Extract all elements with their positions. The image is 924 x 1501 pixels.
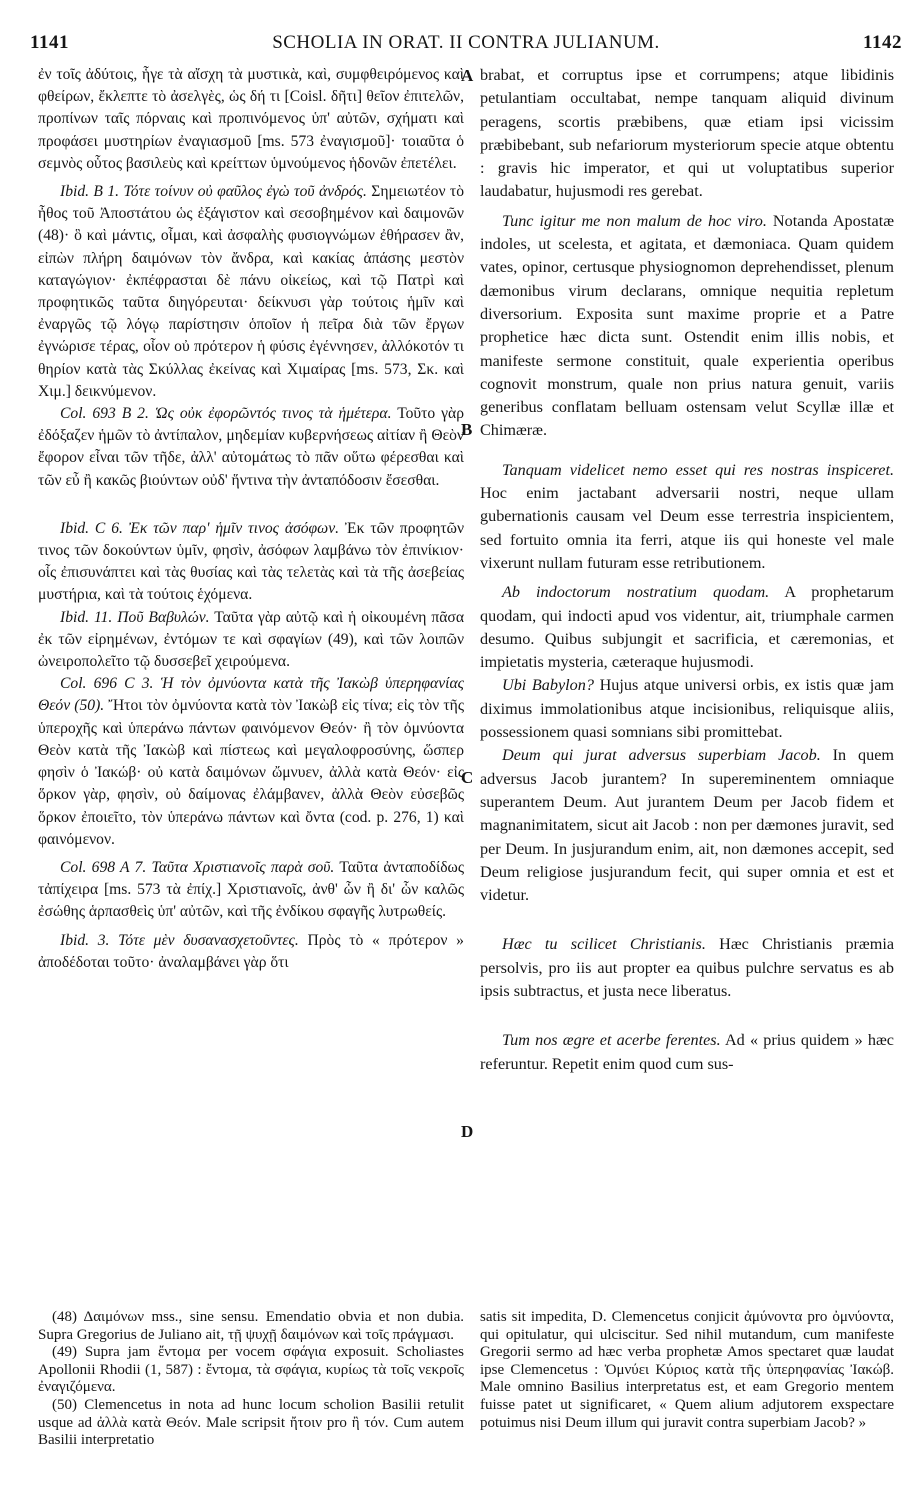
margin-letter-b: B <box>461 420 473 439</box>
translation-paragraph <box>480 744 894 907</box>
margin-letter-a: A <box>461 66 474 85</box>
scholion-lemma: Col. 693 B 2. Ὡς οὐκ ἐφορῶντός τινος τὰ ἡμέτερα. <box>60 405 392 423</box>
footnote: (49) Supra jam ἔντομα per vocem σφάγια exposuit. Scholiastes Apollonii Rhodii (1, 587) : ἔντομα, τὰ σφάγια, κυρίως τὰ τοῖς νεκροῖς ἐναγιζόμενα. <box>38 1344 464 1396</box>
translation-lemma: Ab indoctorum nostratium quodam. <box>502 583 770 602</box>
scholion-lemma: Ibid. 11. Ποῦ Βαβυλών. <box>60 608 210 626</box>
scholion-lemma: Col. 696 C 3. Ἡ τὸν ὀμνύοντα κατὰ τῆς Ἰακὼβ ὑπερηφανίας Θεόν (50). <box>38 675 464 715</box>
translation-text: Hoc enim jactabant adversarii nostri, neque ullam gubernationis causam vel Deum esse terrestria inspicientem, sed fortuito omnia ita ferri, atque iis qui honeste vel male vixerunt nullam futuram esse retributionem. <box>480 484 894 572</box>
footnotes-right <box>480 1309 894 1432</box>
translation-lemma: Tum nos ægre et acerbe ferentes. <box>502 1031 721 1050</box>
translation-text: brabat, et corruptus ipse et corrumpens; atque libidinis petulantiam occultabat, nempe tanquam aliquid divinum peragens, scortis præbibens, quæ etiam ipsi vicissim præbibebant, sub nefariorum mysteriorum specie atque obtentu : gravis hic imperator, et qui ut voluptatibus superior laudabatur, hujusmodi res gerebat. <box>480 66 894 201</box>
scholion-text: Πρὸς τὸ « πρότερον » ἀποδέδοται τοῦτο· ἀναλαμβάνει γὰρ ὅτι <box>38 931 464 971</box>
translation-paragraph <box>480 1029 894 1076</box>
running-title: SCHOLIA IN ORAT. II CONTRA JULIANUM. <box>272 32 660 53</box>
translation-paragraph <box>480 459 894 575</box>
translation-text: In quem adversus Jacob jurantem? In supereminentem omniaque superantem Deum. Aut jurantem Deum per Jacob fidem et magnanimitatem, sicut ait Jacob : non per dæmones juravit, sed per Deum. In jusjurandum enim, ait, non dæmones accepit, sed Deum religiose jusjurandum fecit, qui super omnia et est et videtur. <box>480 746 894 905</box>
scholion-lemma: Ibid. B 1. Τότε τοίνυν οὐ φαῦλος ἐγὼ τοῦ ἀνδρός. <box>60 183 367 201</box>
translation-text: Hujus atque universi orbis, ex istis quæ jam diximus immolationibus atque incisionibus, reliquisque aliis, possessionem quasi somnians sibi promittebat. <box>480 676 894 742</box>
scholion-text: Ταῦτα γὰρ αὐτῷ καὶ ἡ οἰκουμένη πᾶσα ἐκ τῶν εἰρημένων, ἐντόμων τε καὶ σφαγίων (49), καὶ τῶν λοιπῶν ὠνειροπολεῖτο τῷ δυσσεβεῖ χειρούμενα. <box>38 608 464 671</box>
scholion-paragraph <box>38 857 464 924</box>
scholion-paragraph <box>38 930 464 974</box>
scholion-text: ἐν τοῖς ἀδύτοις, ἧγε τὰ αἴσχη τὰ μυστικὰ, καὶ, συμφθειρόμενος καὶ φθείρων, ἔκλεπτε τὸ ἀσελγὲς, ὡς δή τι [Coisl. δῆτι] θεῖον ἐπιτελῶν, προπίνων ταῖς πόρναις καὶ προπινόμενος ὑπ' αὐτῶν, σχήματι καὶ προφάσει μυστηρίων ἐναγιασμοῦ [ms. 573 ἐναγισμοῦ]· τοιαῦτα ὁ σεμνὸς οὗτος βασιλεὺς καὶ κρείττων ὑμνούμενος ἡδονῶν ἐπετέλει. <box>38 66 464 172</box>
page-number-right: 1142 <box>863 32 902 53</box>
scholion-text: Ἐκ τῶν προφητῶν τινος τῶν δοκούντων ὑμῖν, φησὶν, ἀσόφων λαμβάνω τὸν ἐπινίκιον· οἷς ἐπισυνάπτει καὶ τὰς θυσίας καὶ τὰς τελετὰς καὶ τὰ τῆς ἀσεβείας μυστήρια, καὶ τὰ τούτοις ἑχόμενα. <box>38 519 464 604</box>
translation-paragraph <box>480 674 894 744</box>
translation-lemma: Tunc igitur me non malum de hoc viro. <box>502 211 767 230</box>
translation-paragraph <box>480 210 894 443</box>
footnote: (50) Clemencetus in nota ad hunc locum scholion Basilii retulit usque ad ἀλλὰ κατὰ Θεόν. Male scripsit ἤτοιν pro ἢ τόν. Cum autem Basilii interpretatio <box>38 1396 464 1449</box>
scholion-paragraph <box>38 181 464 403</box>
translation-lemma: Tanquam videlicet nemo esset qui res nostras inspiceret. <box>502 460 894 479</box>
scholion-paragraph <box>38 673 464 851</box>
scholion-text: Ἤτοι τὸν ὀμνύοντα κατὰ τὸν Ἰακὼβ εἰς τίνα; εἰς τὸν τῆς ὑπεροχῆς καὶ ὑπεράνω πάντων φαινόμενον Θεόν· ἢ τὸν ὀμνύοντα Θεὸν κατὰ τῆς Ἰακὼβ καὶ πίστεως καὶ μεγαλοφροσύνης, ὥσπερ φησὶν ὁ Ἰακώβ· οὐ κατὰ δαιμόνων ὤμνυεν, ἀλλὰ κατὰ Θεόν· εἰς ὅρκον γὰρ, φησὶν, οὐ δαίμονας ἐλάμβανεν, ἀλλὰ Θεὸν εὐσεβῶς ὅρκον ἐποιεῖτο, τὸν ὑπεράνω πάντων καὶ ὄντα (cod. p. 276, 1) καὶ φαινόμενον. <box>38 697 464 848</box>
scholion-paragraph <box>38 64 464 175</box>
margin-letter-d: D <box>461 1122 474 1141</box>
footnote-continuation: satis sit impedita, D. Clemencetus conjicit ἀμύνοντα pro ὀμνύοντα, qui opitulatur, qui ulciscitur. Sed nihil mutandum, cum manifeste Gregorii sermo ad hæc verba prophetæ Amos spectaret quæ laudat ipse Clemencetus : Ὀμνύει Κύριος κατὰ τῆς ὑπερηφανίας Ἰακώβ. Male omnino Basilius interpretatus est, et eam Gregorio mentem fuisse patet ut significaret, « Quem alium adjutorem exspectare potuimus nisi Deum illum qui juravit contra superbiam Jacob? » <box>480 1309 894 1431</box>
page-number-left: 1141 <box>30 32 69 53</box>
scholion-paragraph <box>38 403 464 492</box>
translation-lemma: Ubi Babylon? <box>502 676 594 695</box>
margin-letter-c: C <box>461 768 474 787</box>
latin-translation-column <box>480 64 894 1076</box>
scholion-text: Τοῦτο γὰρ ἐδόξαζεν ἡμῶν τὸ ἀντίπαλον, μηδεμίαν κυβερνήσεως αἰτίαν ἢ Θεὸν ἔφορον εἶναι τῶν τῆδε, ἀλλ' αὐτομάτως τὸ πᾶν οὕτω φέρεσθαι καὶ τῶν εὖ ἢ κακῶς βιούντων οὐδ' ἥντινα τὴν ἀνταπόδοσιν ἔσεσθαι. <box>38 405 465 489</box>
scholion-text: Σημειωτέον τὸ ἦθος τοῦ Ἀποστάτου ὡς ἐξάγιστον καὶ σεσοβημένον καὶ δαιμονῶν (48)· ὃ καὶ μάντις, οἶμαι, καὶ ἀσφαλὴς φυσιογνώμων ἐθήρασεν ἂν, εἰπὼν πλήρη δαιμόνων τὸν ἄνδρα, καὶ κακίας ἁπάσης μεστὸν καταγώγιον· ἐκπέφρασται δὲ πάνυ οἰκείως, καὶ τῷ Πατρὶ καὶ προφητικῶς ταῦτα διηγόρευται· δείκνυσι γὰρ τούτοις ἡμῖν καὶ ἐναργῶς τῷ λόγῳ παρίστησιν ὁποῖον ἡ πεῖρα διὰ τῶν ἔργων ἐγνώρισε τέρας, οἷον οὐ πρότερον ἡ φύσις ἐγέννησεν, ἀλλόκοτόν τι θηρίον κατὰ τὰς Σκύλλας ἐκείνας καὶ Χιμαίρας [ms. 573, Σκ. καὶ Χιμ.] δεικνύμενον. <box>38 183 464 400</box>
footnotes-left <box>38 1309 464 1450</box>
scholion-lemma: Ibid. 3. Τότε μὲν δυσανασχετοῦντες. <box>60 931 299 949</box>
scholion-lemma: Ibid. C 6. Ἐκ τῶν παρ' ἡμῖν τινος ἀσόφων. <box>60 519 340 537</box>
translation-text: Ad « prius quidem » hæc referuntur. Repetit enim quod cum sus- <box>480 1031 894 1073</box>
footnote: (48) Δαιμόνων mss., sine sensu. Emendatio obvia et non dubia. Supra Gregorius de Juliano ait, τῇ ψυχῇ δαιμόνων καὶ τοῖς πράγμασι. <box>38 1309 464 1343</box>
translation-text: A prophetarum quodam, qui indocti apud vos videntur, ait, triumphale carmen desumo. Quibus subjungit et sacrificia, et cæremonias, et impietatis mysteria, cæteraque hujusmodi. <box>480 583 894 672</box>
scholion-text: Ταῦτα ἀνταποδίδως τἀπίχειρα [ms. 573 τὰ ἐπίχ.] Χριστιανοῖς, ἀνθ' ὧν ἢ δι' ὧν καλῶς ἐσώθης ἁρπασθεὶς ὑπ' αὐτῶν, καὶ τῆς ἐνδίκου σφαγῆς λυτρωθείς. <box>38 858 464 921</box>
scholion-lemma: Col. 698 A 7. Ταῦτα Χριστιανοῖς παρὰ σοῦ. <box>60 858 335 876</box>
page-header <box>30 32 902 58</box>
translation-paragraph <box>480 933 894 1003</box>
translation-text: Hæc Christianis præmia persolvis, pro iis aut propter ea quibus pulchre servatus es ab ipsis subtractus, et justa nece liberatus. <box>480 935 894 1000</box>
scholion-paragraph <box>38 607 464 674</box>
translation-lemma: Deum qui jurat adversus superbiam Jacob. <box>502 746 821 765</box>
translation-paragraph <box>480 581 894 674</box>
scholion-paragraph <box>38 518 464 607</box>
greek-scholia-column <box>38 64 464 974</box>
translation-paragraph <box>480 64 894 204</box>
translation-lemma: Hæc tu scilicet Christianis. <box>502 935 706 954</box>
translation-text: Notanda Apostatæ indoles, ut scelesta, et agitata, et dæmoniaca. Quam quidem vates, opinor, certusque physiognomon deprehendisset, plenum dæmonibus virum declarans, omnique nequitia repletum diversorium. Exposita sunt maxime proprie et a Patre prophetice hæc dicta sunt. Ostendit enim illis nobis, et manifeste sermone constituit, quale experientia operibus cognovit monstrum, quale non prius natura genuit, variis generibus conflatam belluam ostensam velut Scyllæ illæ et Chimæræ. <box>480 211 895 440</box>
